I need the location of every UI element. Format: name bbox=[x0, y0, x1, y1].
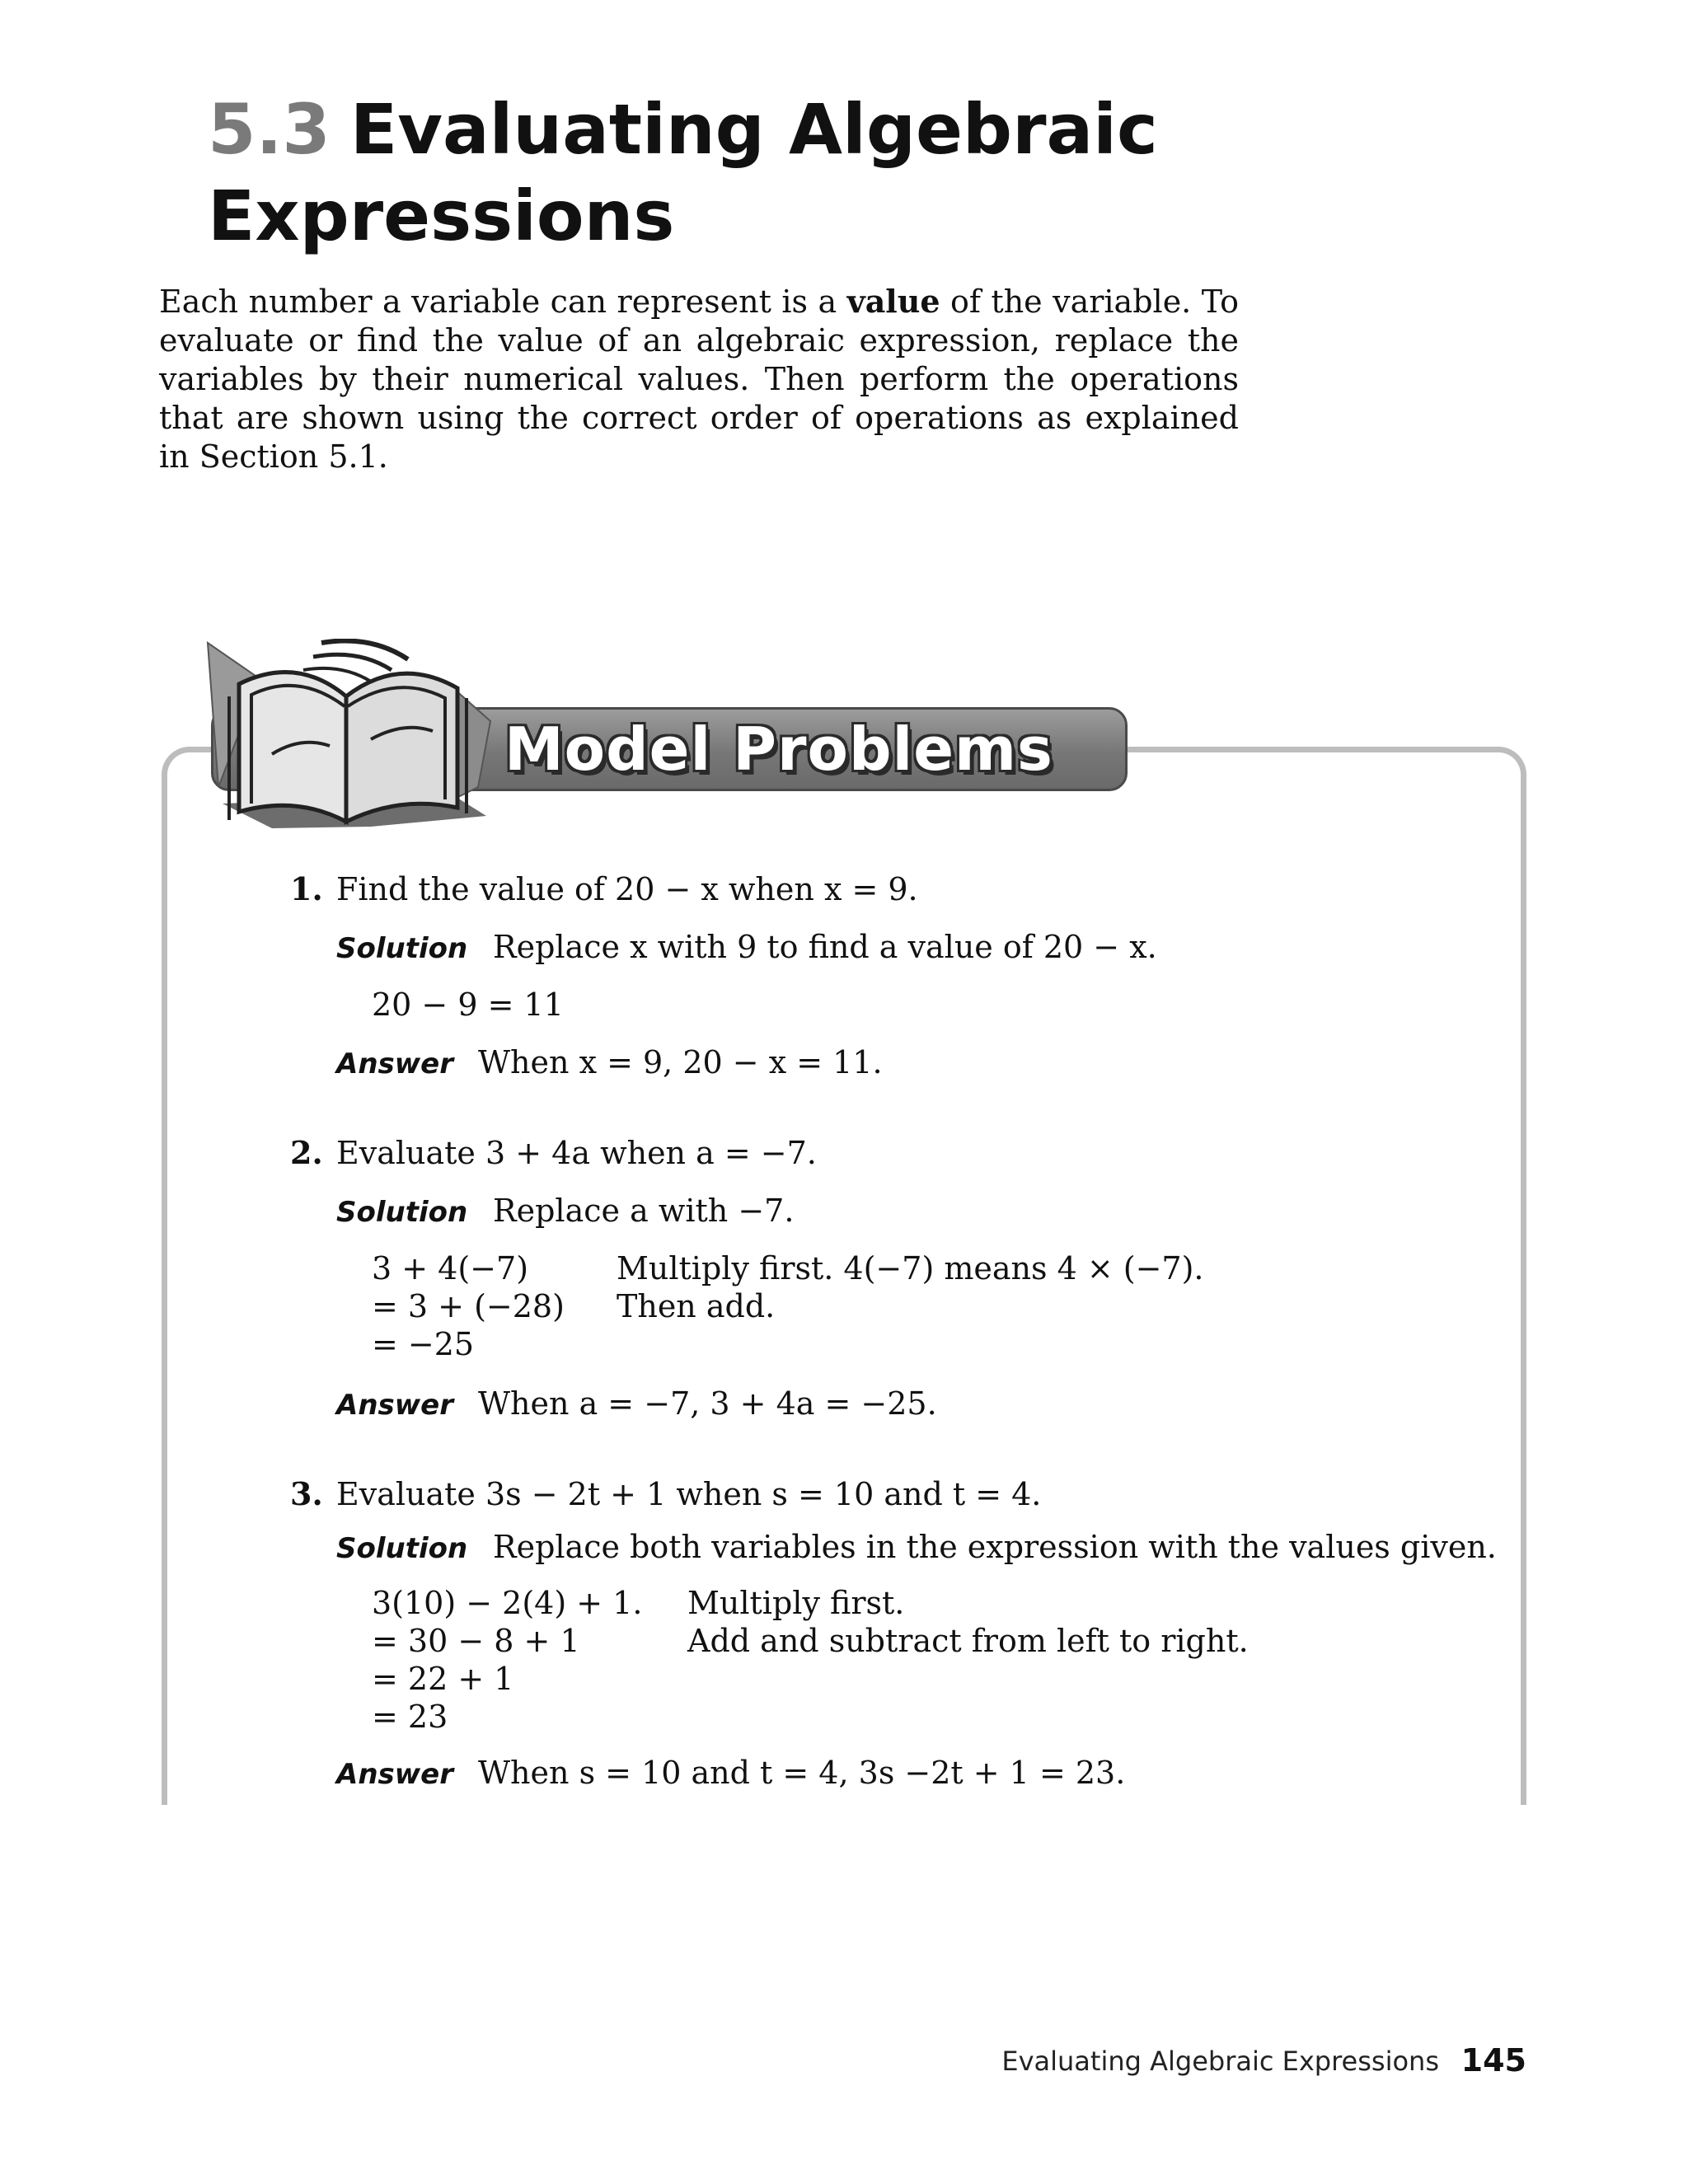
work-line: = 30 − 8 + 1 bbox=[372, 1623, 580, 1659]
problem-1-work bbox=[372, 986, 564, 1024]
problem-3-solution bbox=[336, 1528, 1531, 1568]
problem-number: 1. bbox=[290, 870, 323, 907]
solution-label: Solution bbox=[336, 932, 468, 965]
problem-prompt: Evaluate 3s − 2t + 1 when s = 10 and t = 4. bbox=[336, 1476, 1042, 1512]
problem-2-solution bbox=[336, 1192, 1531, 1231]
problem-2-notes bbox=[617, 1249, 1204, 1325]
answer-label: Answer bbox=[336, 1047, 453, 1080]
solution-text: Replace a with −7. bbox=[493, 1193, 795, 1229]
problem-prompt: Find the value of 20 − x when x = 9. bbox=[336, 871, 918, 907]
intro-text-after: of the variable. To evaluate or find the value of an algebraic expression, replace the variables by their numerical values. Then perform the operations that are shown using the correct order of operations as explained in Section 5.1. bbox=[159, 284, 1239, 475]
work-note: Then add. bbox=[617, 1288, 776, 1324]
problem-1 bbox=[290, 870, 1526, 908]
work-note: Multiply first. 4(−7) means 4 × (−7). bbox=[617, 1250, 1204, 1286]
problem-3-work bbox=[372, 1584, 642, 1736]
problem-3-notes bbox=[687, 1584, 1249, 1660]
problem-2-answer bbox=[336, 1385, 1531, 1424]
work-line: 3(10) − 2(4) + 1. bbox=[372, 1585, 643, 1621]
problem-number: 2. bbox=[290, 1134, 323, 1171]
footer-section-label: Evaluating Algebraic Expressions bbox=[1001, 2046, 1439, 2077]
work-line: = 23 bbox=[372, 1699, 448, 1735]
problem-1-answer bbox=[336, 1043, 1531, 1083]
work-line: 20 − 9 = 11 bbox=[372, 987, 564, 1023]
solution-label: Solution bbox=[336, 1532, 468, 1565]
intro-text-before: Each number a variable can represent is a bbox=[159, 284, 847, 320]
page-number: 145 bbox=[1461, 2042, 1526, 2079]
problem-2-work bbox=[372, 1249, 565, 1363]
answer-label: Answer bbox=[336, 1758, 453, 1791]
title-line-1: Evaluating Algebraic bbox=[349, 89, 1158, 170]
section-number: 5.3 bbox=[208, 89, 331, 170]
problem-1-solution bbox=[336, 928, 1531, 968]
problem-2 bbox=[290, 1134, 1526, 1172]
problem-prompt: Evaluate 3 + 4a when a = −7. bbox=[336, 1135, 817, 1171]
solution-label: Solution bbox=[336, 1196, 468, 1229]
problem-3 bbox=[290, 1475, 1526, 1513]
model-problems-title: Model Problems bbox=[504, 715, 1053, 784]
work-note: Add and subtract from left to right. bbox=[687, 1623, 1249, 1659]
work-line: = −25 bbox=[372, 1326, 475, 1362]
answer-text: When x = 9, 20 − x = 11. bbox=[478, 1044, 883, 1080]
title-line-2: Expressions bbox=[208, 176, 675, 256]
intro-bold-term: value bbox=[846, 283, 940, 320]
work-note: Multiply first. bbox=[687, 1585, 905, 1621]
work-line: 3 + 4(−7) bbox=[372, 1250, 529, 1286]
section-title bbox=[208, 87, 1526, 260]
problem-number: 3. bbox=[290, 1475, 323, 1512]
problem-3-answer bbox=[336, 1754, 1531, 1793]
solution-text: Replace x with 9 to find a value of 20 − x. bbox=[493, 929, 1157, 965]
answer-text: When a = −7, 3 + 4a = −25. bbox=[478, 1385, 937, 1422]
work-line: = 3 + (−28) bbox=[372, 1288, 565, 1324]
answer-text: When s = 10 and t = 4, 3s −2t + 1 = 23. bbox=[478, 1755, 1126, 1791]
open-book-icon bbox=[206, 639, 503, 832]
answer-label: Answer bbox=[336, 1389, 453, 1422]
solution-text: Replace both variables in the expression with the values given. bbox=[493, 1529, 1497, 1565]
intro-paragraph bbox=[159, 282, 1239, 476]
work-line: = 22 + 1 bbox=[372, 1661, 514, 1697]
